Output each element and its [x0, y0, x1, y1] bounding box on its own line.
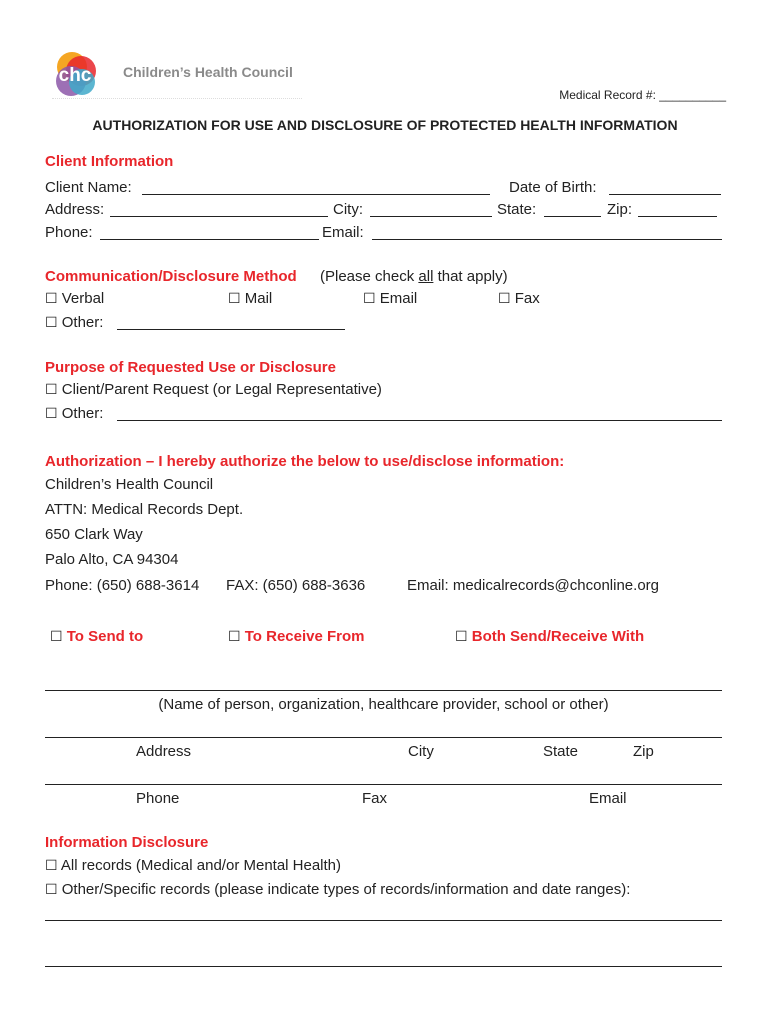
phone-label: Phone:: [45, 224, 93, 241]
email-caption: Email: [589, 790, 627, 807]
zip-caption: Zip: [633, 743, 654, 760]
zip-field[interactable]: [638, 216, 717, 217]
page-title: AUTHORIZATION FOR USE AND DISCLOSURE OF PROTECTED HEALTH INFORMATION: [92, 117, 678, 133]
info-disclosure-heading: Information Disclosure: [45, 834, 209, 851]
option-fax[interactable]: ☐ Fax: [498, 290, 540, 307]
purpose-option-other[interactable]: ☐ Other:: [45, 405, 104, 422]
checkbox-icon[interactable]: ☐: [45, 382, 58, 398]
recipient-contact-field[interactable]: [45, 784, 722, 785]
client-info-heading: Client Information: [45, 153, 174, 170]
state-label: State:: [497, 201, 537, 218]
logo-text: Children’s Health Council: [123, 64, 293, 80]
city-field[interactable]: [370, 216, 492, 217]
phone-field[interactable]: [100, 239, 319, 240]
auth-email: Email: medicalrecords@chconline.org: [407, 577, 659, 594]
choice-receive-from[interactable]: ☐ To Receive From: [228, 628, 365, 645]
auth-org: Children’s Health Council: [45, 476, 214, 493]
city-caption: City: [408, 743, 434, 760]
checkbox-icon[interactable]: ☐: [45, 315, 58, 331]
checkbox-icon[interactable]: ☐: [45, 858, 58, 874]
checkbox-icon[interactable]: ☐: [45, 882, 58, 898]
option-email[interactable]: ☐ Email: [363, 290, 418, 307]
auth-attn: ATTN: Medical Records Dept.: [45, 501, 244, 518]
checkbox-icon[interactable]: ☐: [455, 629, 468, 645]
option-other[interactable]: ☐ Other:: [45, 314, 104, 331]
client-name-field[interactable]: [142, 194, 490, 195]
dob-label: Date of Birth:: [509, 179, 597, 196]
communication-other-field[interactable]: [117, 329, 345, 330]
checkbox-icon[interactable]: ☐: [50, 629, 63, 645]
communication-note: (Please check all that apply): [320, 268, 508, 285]
zip-label: Zip:: [607, 201, 633, 218]
checkbox-icon[interactable]: ☐: [45, 406, 58, 422]
purpose-option-client[interactable]: ☐ Client/Parent Request (or Legal Representative): [45, 381, 382, 398]
auth-fax: FAX: (650) 688-3636: [226, 577, 366, 594]
specific-records-field-1[interactable]: [45, 920, 722, 921]
purpose-heading: Purpose of Requested Use or Disclosure: [45, 359, 336, 376]
address-caption: Address: [136, 743, 192, 760]
city-label: City:: [333, 201, 363, 218]
address-label: Address:: [45, 201, 105, 218]
fax-caption: Fax: [362, 790, 388, 807]
purpose-other-field[interactable]: [117, 420, 722, 421]
auth-street: 650 Clark Way: [45, 526, 143, 543]
option-mail[interactable]: ☐ Mail: [228, 290, 273, 307]
recipient-name-caption: (Name of person, organization, healthcare provider, school or other): [158, 696, 609, 713]
email-label: Email:: [322, 224, 364, 241]
specific-records-field-2[interactable]: [45, 966, 722, 967]
checkbox-icon[interactable]: ☐: [45, 291, 58, 307]
disclosure-option-specific[interactable]: ☐ Other/Specific records (please indicate types of records/information and date ranges):: [45, 881, 631, 898]
logo-divider: [52, 98, 302, 99]
state-field[interactable]: [544, 216, 601, 217]
logo-mark-text: chc: [58, 65, 92, 86]
medical-record-field[interactable]: Medical Record #: __________: [559, 88, 726, 102]
recipient-name-field[interactable]: [45, 690, 722, 691]
dob-field[interactable]: [609, 194, 721, 195]
state-caption: State: [543, 743, 579, 760]
checkbox-icon[interactable]: ☐: [363, 291, 376, 307]
email-field[interactable]: [372, 239, 722, 240]
choice-send-to[interactable]: ☐ To Send to: [50, 628, 144, 645]
recipient-address-field[interactable]: [45, 737, 722, 738]
authorization-heading: Authorization – I hereby authorize the below to use/disclose information:: [45, 453, 565, 470]
checkbox-icon[interactable]: ☐: [228, 291, 241, 307]
checkbox-icon[interactable]: ☐: [498, 291, 511, 307]
client-name-label: Client Name:: [45, 179, 132, 196]
auth-city-state: Palo Alto, CA 94304: [45, 551, 179, 568]
auth-phone: Phone: (650) 688-3614: [45, 577, 200, 594]
address-field[interactable]: [110, 216, 328, 217]
chc-logo-icon: [50, 49, 100, 99]
option-verbal[interactable]: ☐ Verbal: [45, 290, 105, 307]
communication-heading: Communication/Disclosure Method: [45, 268, 297, 285]
disclosure-option-all[interactable]: ☐ All records (Medical and/or Mental Health): [45, 857, 342, 874]
phone-caption: Phone: [136, 790, 180, 807]
choice-both[interactable]: ☐ Both Send/Receive With: [455, 628, 645, 645]
checkbox-icon[interactable]: ☐: [228, 629, 241, 645]
